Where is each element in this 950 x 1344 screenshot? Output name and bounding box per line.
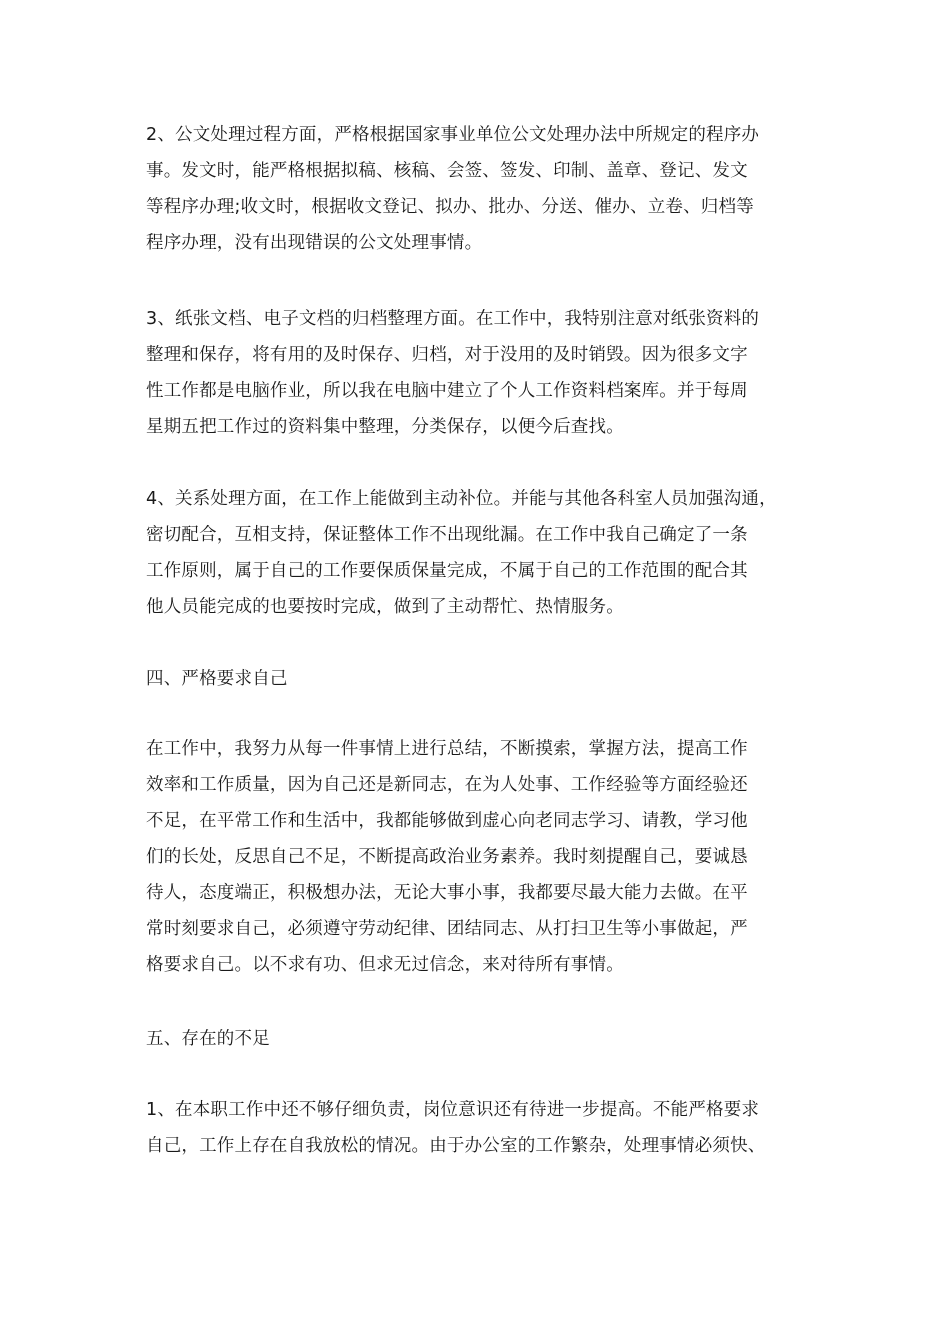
heading-text: 五、存在的不足 — [146, 1029, 270, 1049]
text-line: 星期五把工作过的资料集中整理，分类保存，以便今后查找。 — [146, 417, 624, 437]
paragraph-relationships — [146, 481, 826, 625]
text-line: 待人，态度端正，积极想办法，无论大事小事，我都要尽最大能力去做。在平 — [146, 883, 748, 903]
text-line: 整理和保存，将有用的及时保存、归档，对于没用的及时销毁。因为很多文字 — [146, 345, 748, 365]
text-line: 4、关系处理方面，在工作上能做到主动补位。并能与其他各科室人员加强沟通， — [146, 489, 777, 509]
paragraph-document-processing — [146, 117, 826, 261]
text-line: 工作原则，属于自己的工作要保质保量完成，不属于自己的工作范围的配合其 — [146, 561, 748, 581]
text-line: 们的长处，反思自己不足，不断提高政治业务素养。我时刻提醒自己，要诚恳 — [146, 847, 748, 867]
text-line: 2、公文处理过程方面，严格根据国家事业单位公文处理办法中所规定的程序办 — [146, 125, 760, 145]
heading-text: 四、严格要求自己 — [146, 669, 288, 689]
paragraph-archiving — [146, 301, 826, 445]
text-line: 3、纸张文档、电子文档的归档整理方面。在工作中，我特别注意对纸张资料的 — [146, 309, 760, 329]
section-heading-shortfalls — [146, 1021, 826, 1057]
paragraph-shortfall-1 — [146, 1092, 826, 1164]
text-line: 事。发文时，能严格根据拟稿、核稿、会签、签发、印制、盖章、登记、发文 — [146, 161, 748, 181]
section-heading-strict — [146, 661, 826, 697]
text-line: 不足，在平常工作和生活中，我都能够做到虚心向老同志学习、请教，学习他 — [146, 811, 748, 831]
text-line: 效率和工作质量，因为自己还是新同志，在为人处事、工作经验等方面经验还 — [146, 775, 748, 795]
text-line: 1、在本职工作中还不够仔细负责，岗位意识还有待进一步提高。不能严格要求 — [146, 1100, 760, 1120]
text-line: 自己，工作上存在自我放松的情况。由于办公室的工作繁杂，处理事情必须快、 — [146, 1136, 766, 1156]
text-line: 在工作中，我努力从每一件事情上进行总结，不断摸索，掌握方法，提高工作 — [146, 739, 748, 759]
text-line: 格要求自己。以不求有功、但求无过信念，来对待所有事情。 — [146, 955, 624, 975]
text-line: 性工作都是电脑作业，所以我在电脑中建立了个人工作资料档案库。并于每周 — [146, 381, 748, 401]
text-line: 等程序办理;收文时，根据收文登记、拟办、批办、分送、催办、立卷、归档等 — [146, 197, 754, 217]
text-line: 密切配合，互相支持，保证整体工作不出现纰漏。在工作中我自己确定了一条 — [146, 525, 748, 545]
text-line: 他人员能完成的也要按时完成，做到了主动帮忙、热情服务。 — [146, 597, 624, 617]
text-line: 常时刻要求自己，必须遵守劳动纪律、团结同志、从打扫卫生等小事做起，严 — [146, 919, 748, 939]
text-line: 程序办理，没有出现错误的公文处理事情。 — [146, 233, 483, 253]
paragraph-strict-requirements — [146, 731, 826, 983]
